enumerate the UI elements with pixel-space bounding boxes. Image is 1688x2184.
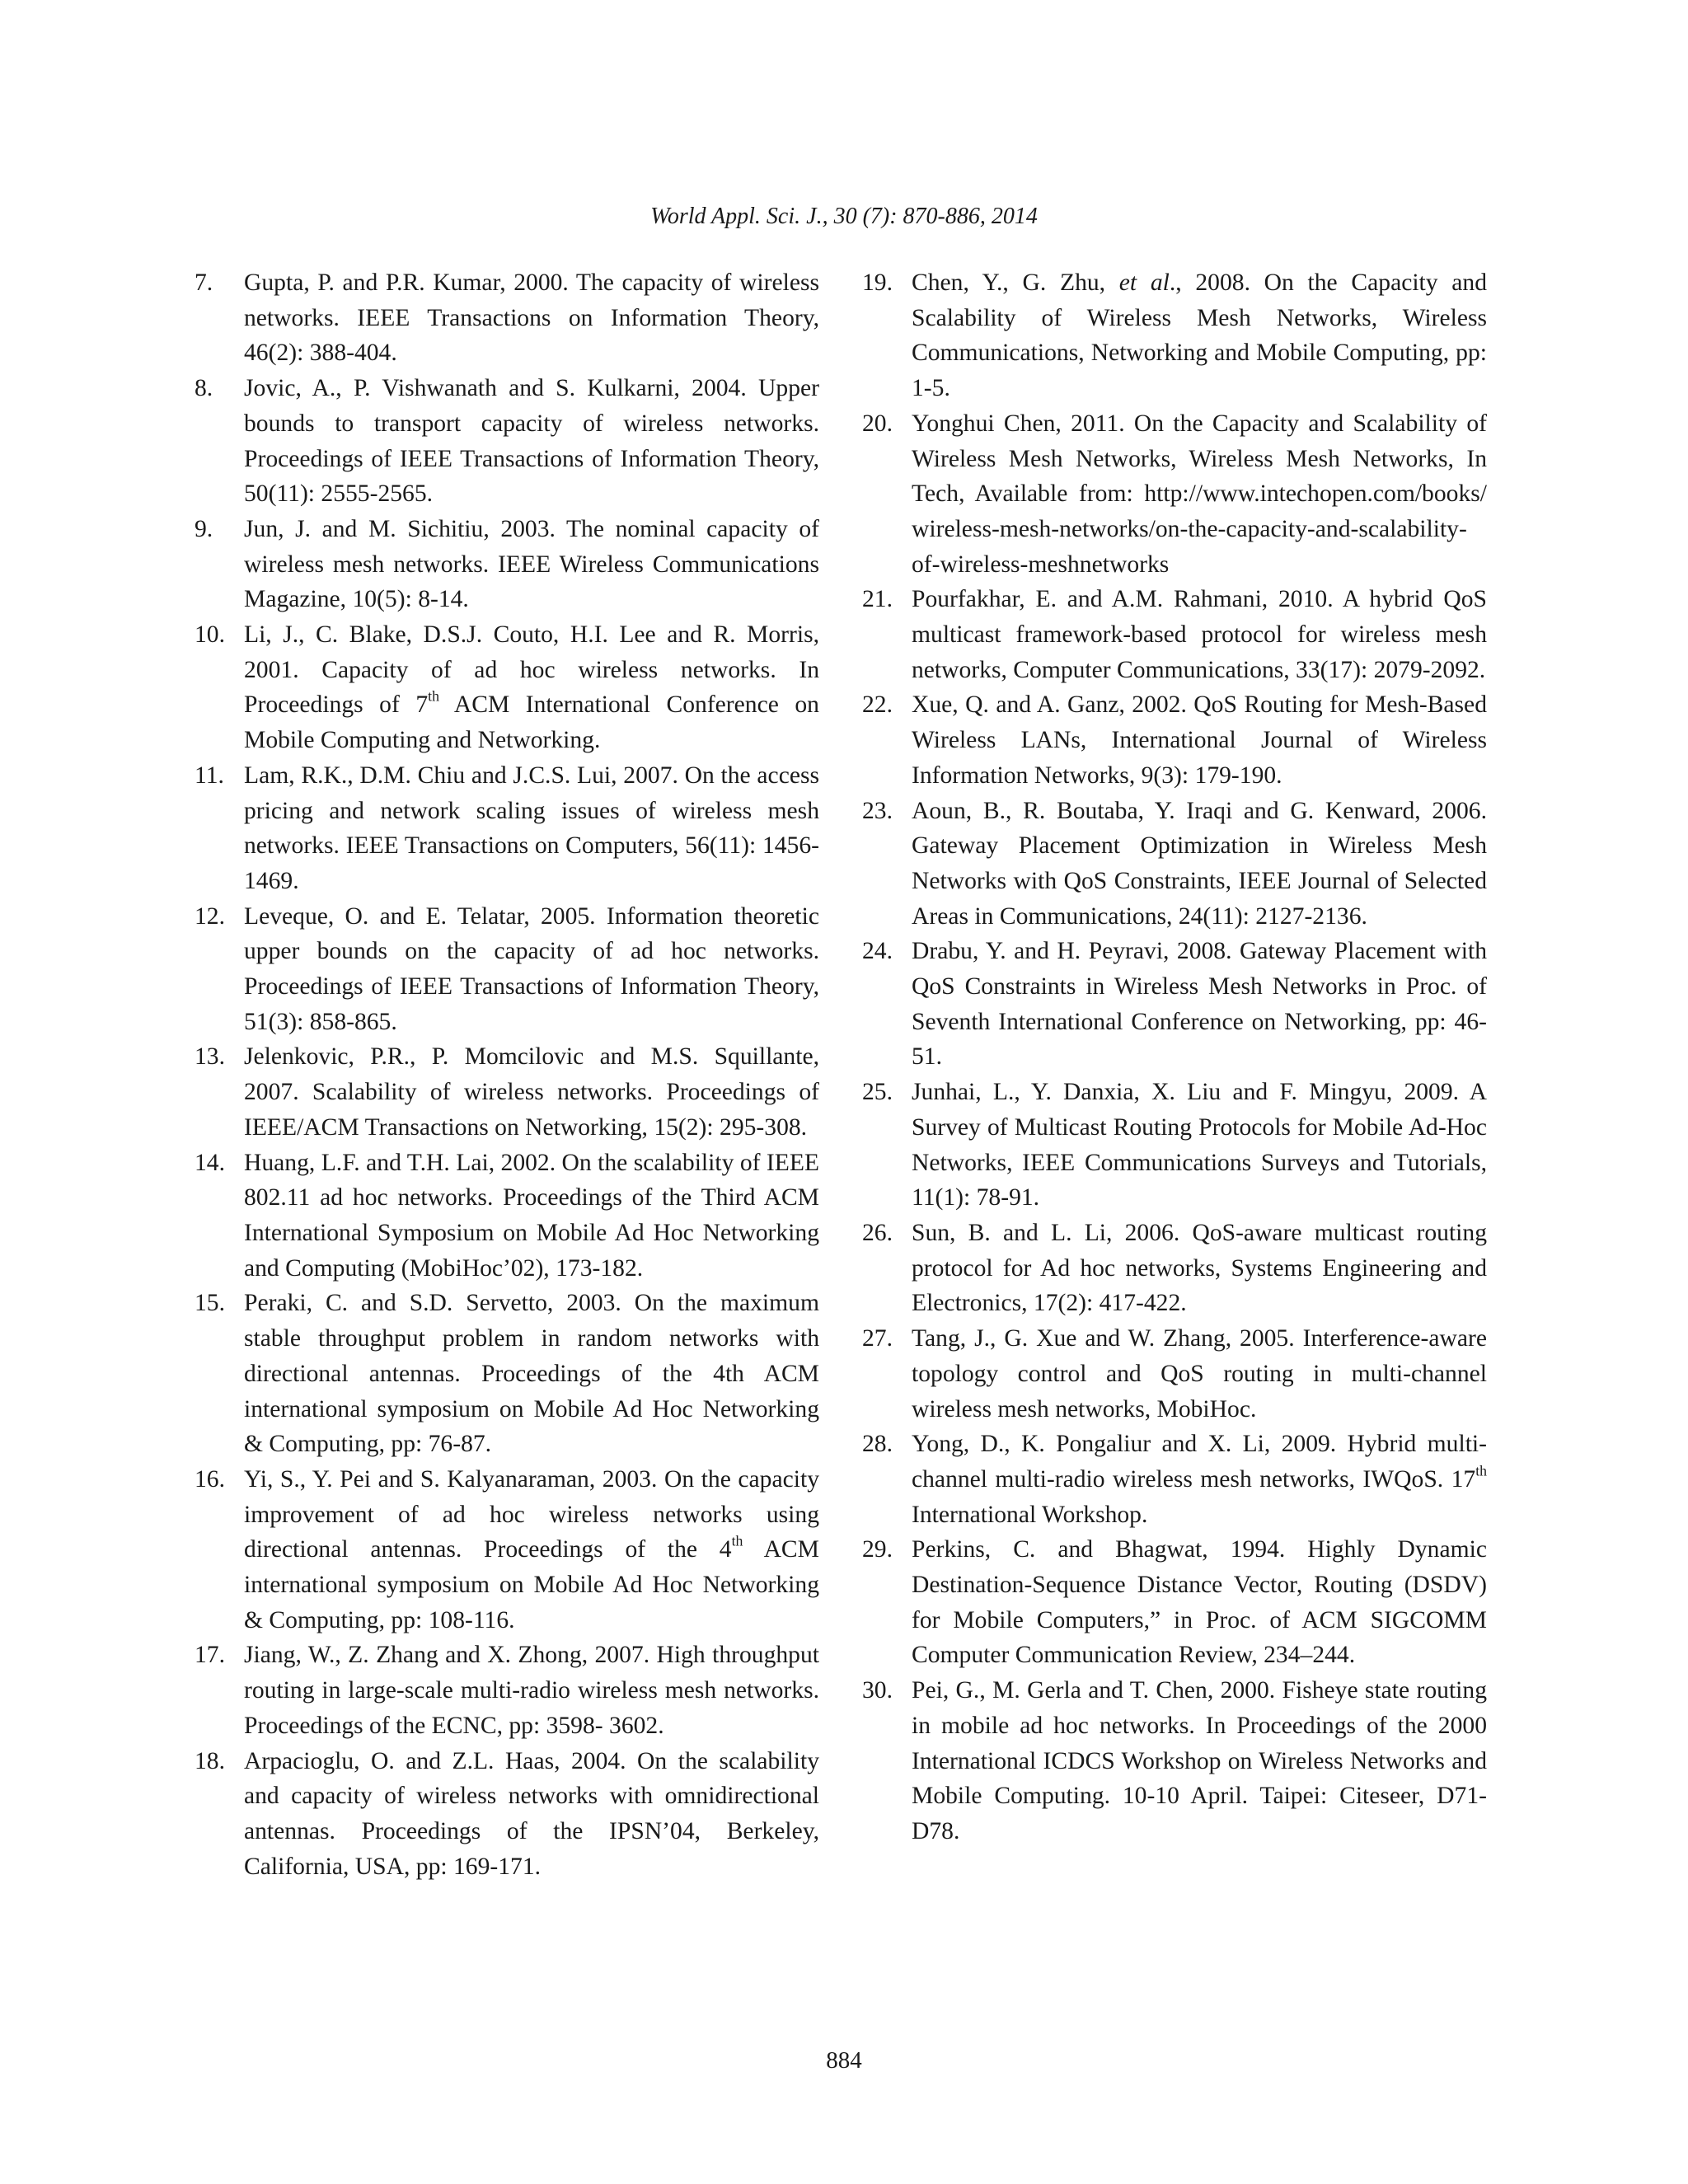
reference-text: Aoun, B., R. Boutaba, Y. Iraqi and G. Kenward, 2006. Gateway Placement Optimization in Wireless Mesh Networks with QoS Constraints, IEEE Journal of Selected Areas in Communications, 24(11): 2127-2136. xyxy=(912,797,1487,930)
reference-item xyxy=(862,406,1487,583)
references-right-column xyxy=(862,265,1487,1849)
reference-text: Jovic, A., P. Vishwanath and S. Kulkarni, 2004. Upper bounds to transport capacity of wireless networks. Proceedings of IEEE Transactions of Information Theory, 50(11): 2555-2565. xyxy=(244,375,819,508)
reference-item xyxy=(195,617,819,758)
reference-text: Xue, Q. and A. Ganz, 2002. QoS Routing for Mesh-Based Wireless LANs, International Journal of Wireless Information Networks, 9(3): 179-190. xyxy=(912,691,1487,789)
reference-number: 13. xyxy=(195,1043,225,1071)
reference-item xyxy=(195,899,819,1040)
reference-number: 25. xyxy=(862,1079,893,1106)
reference-number: 19. xyxy=(862,269,893,296)
reference-text: Peraki, C. and S.D. Servetto, 2003. On the maximum stable throughput problem in random networks with directional antennas. Proceedings of the 4th ACM international symposium on Mobile Ad Hoc Networking & Computing, pp: 76-87. xyxy=(244,1290,819,1458)
page-number: 884 xyxy=(826,2047,862,2074)
reference-number: 23. xyxy=(862,797,893,824)
reference-item xyxy=(862,1532,1487,1673)
reference-number: 21. xyxy=(862,586,893,613)
reference-item xyxy=(195,1638,819,1743)
references-left-column xyxy=(195,265,819,1884)
reference-item xyxy=(195,1462,819,1638)
reference-number: 26. xyxy=(862,1219,893,1246)
reference-text: Yong, D., K. Pongaliur and X. Li, 2009. Hybrid multi-channel multi-radio wireless mesh networks, IWQoS. 17th International Workshop. xyxy=(912,1431,1487,1528)
reference-text: Arpacioglu, O. and Z.L. Haas, 2004. On the scalability and capacity of wireless networks with omnidirectional antennas. Proceedings of the IPSN’04, Berkeley, California, USA, pp: 169-171. xyxy=(244,1747,819,1880)
reference-text: Jelenkovic, P.R., P. Momcilovic and M.S. Squillante, 2007. Scalability of wireless networks. Proceedings of IEEE/ACM Transactions on Networking, 15(2): 295-308. xyxy=(244,1043,819,1141)
reference-number: 16. xyxy=(195,1465,225,1493)
reference-number: 27. xyxy=(862,1325,893,1352)
running-header: World Appl. Sci. J., 30 (7): 870-886, 2014 xyxy=(650,204,1038,229)
reference-number: 8. xyxy=(195,375,213,402)
reference-text: Lam, R.K., D.M. Chiu and J.C.S. Lui, 2007. On the access pricing and network scaling issues of wireless mesh networks. IEEE Transactions on Computers, 56(11): 1456-1469. xyxy=(244,762,819,894)
reference-text: Chen, Y., G. Zhu, et al., 2008. On the Capacity and Scalability of Wireless Mesh Networks, Wireless Communications, Networking and Mobile Computing, pp: 1-5. xyxy=(912,269,1488,402)
reference-item xyxy=(862,1427,1487,1532)
reference-text: Pei, G., M. Gerla and T. Chen, 2000. Fisheye state routing in mobile ad hoc networks. In Proceedings of the 2000 International ICDCS Workshop on Wireless Networks and Mobile Computing. 10-10 April. Taipei: Citeseer, D71-D78. xyxy=(912,1677,1487,1844)
reference-text: Li, J., C. Blake, D.S.J. Couto, H.I. Lee and R. Morris, 2001. Capacity of ad hoc wireless networks. In Proceedings of 7th ACM International Conference on Mobile Computing and Networking. xyxy=(244,621,819,754)
reference-text: Jun, J. and M. Sichitiu, 2003. The nominal capacity of wireless mesh networks. IEEE Wireless Communications Magazine, 10(5): 8-14. xyxy=(244,515,819,613)
reference-text: Yonghui Chen, 2011. On the Capacity and Scalability of Wireless Mesh Networks, Wireless Mesh Networks, In Tech, Available from: http://www.intechopen.com/books/ wireless-mesh-networks/on-the-capacity-and-scalability-of-wireless-meshnetworks xyxy=(912,410,1487,578)
reference-item xyxy=(195,1286,819,1462)
reference-text: Gupta, P. and P.R. Kumar, 2000. The capacity of wireless networks. IEEE Transactions on Information Theory, 46(2): 388-404. xyxy=(244,269,819,367)
reference-number: 12. xyxy=(195,902,225,930)
reference-item xyxy=(862,794,1487,935)
reference-italic: et al xyxy=(1118,269,1170,296)
reference-superscript: th xyxy=(1475,1462,1487,1479)
reference-item xyxy=(862,265,1487,406)
reference-item xyxy=(862,687,1487,793)
reference-number: 24. xyxy=(862,938,893,965)
reference-item xyxy=(195,758,819,899)
reference-item xyxy=(195,265,819,371)
reference-text: Jiang, W., Z. Zhang and X. Zhong, 2007. High throughput routing in large-scale multi-radio wireless mesh networks. Proceedings of the ECNC, pp: 3598- 3602. xyxy=(244,1642,819,1739)
reference-item xyxy=(195,512,819,617)
reference-item xyxy=(862,1075,1487,1216)
reference-text: Junhai, L., Y. Danxia, X. Liu and F. Mingyu, 2009. A Survey of Multicast Routing Protocols for Mobile Ad-Hoc Networks, IEEE Communications Surveys and Tutorials, 11(1): 78-91. xyxy=(912,1079,1487,1212)
reference-text: Perkins, C. and Bhagwat, 1994. Highly Dynamic Destination-Sequence Distance Vector, Routing (DSDV) for Mobile Computers,” in Proc. of ACM SIGCOMM Computer Communication Review, 234–244. xyxy=(912,1536,1487,1669)
reference-number: 22. xyxy=(862,691,893,719)
reference-number: 18. xyxy=(195,1747,225,1774)
reference-superscript: th xyxy=(731,1533,743,1549)
reference-item xyxy=(195,1744,819,1885)
reference-text: Tang, J., G. Xue and W. Zhang, 2005. Interference-aware topology control and QoS routing in multi-channel wireless mesh networks, MobiHoc. xyxy=(912,1325,1487,1422)
reference-item xyxy=(862,934,1487,1075)
reference-text: Drabu, Y. and H. Peyravi, 2008. Gateway Placement with QoS Constraints in Wireless Mesh Networks in Proc. of Seventh International Conference on Networking, pp: 46-51. xyxy=(912,938,1487,1071)
reference-number: 30. xyxy=(862,1677,893,1704)
reference-item xyxy=(195,1146,819,1286)
reference-number: 17. xyxy=(195,1642,225,1669)
reference-number: 9. xyxy=(195,515,213,542)
reference-number: 7. xyxy=(195,269,213,296)
reference-item xyxy=(862,582,1487,687)
reference-superscript: th xyxy=(428,688,439,705)
reference-number: 20. xyxy=(862,410,893,437)
reference-number: 28. xyxy=(862,1431,893,1458)
reference-item xyxy=(195,371,819,512)
reference-text: Sun, B. and L. Li, 2006. QoS-aware multicast routing protocol for Ad hoc networks, Systems Engineering and Electronics, 17(2): 417-422. xyxy=(912,1219,1487,1317)
reference-number: 11. xyxy=(195,762,224,789)
reference-number: 10. xyxy=(195,621,225,649)
reference-number: 29. xyxy=(862,1536,893,1563)
reference-text: Leveque, O. and E. Telatar, 2005. Information theoretic upper bounds on the capacity of ad hoc networks. Proceedings of IEEE Transactions of Information Theory, 51(3): 858-865. xyxy=(244,902,819,1035)
reference-item xyxy=(195,1039,819,1145)
reference-item xyxy=(862,1673,1487,1849)
reference-number: 14. xyxy=(195,1149,225,1176)
reference-text: Yi, S., Y. Pei and S. Kalyanaraman, 2003. On the capacity improvement of ad hoc wireless networks using directional antennas. Proceedings of the 4th ACM international symposium on Mobile Ad Hoc Networking & Computing, pp: 108-116. xyxy=(244,1465,819,1633)
reference-number: 15. xyxy=(195,1290,225,1317)
reference-text: Pourfakhar, E. and A.M. Rahmani, 2010. A hybrid QoS multicast framework-based protocol for wireless mesh networks, Computer Communications, 33(17): 2079-2092. xyxy=(912,586,1487,683)
reference-text: Huang, L.F. and T.H. Lai, 2002. On the scalability of IEEE 802.11 ad hoc networks. Proceedings of the Third ACM International Symposium on Mobile Ad Hoc Networking and Computing (MobiHoc’02), 173-182. xyxy=(244,1149,819,1282)
reference-item xyxy=(862,1321,1487,1427)
reference-item xyxy=(862,1216,1487,1321)
